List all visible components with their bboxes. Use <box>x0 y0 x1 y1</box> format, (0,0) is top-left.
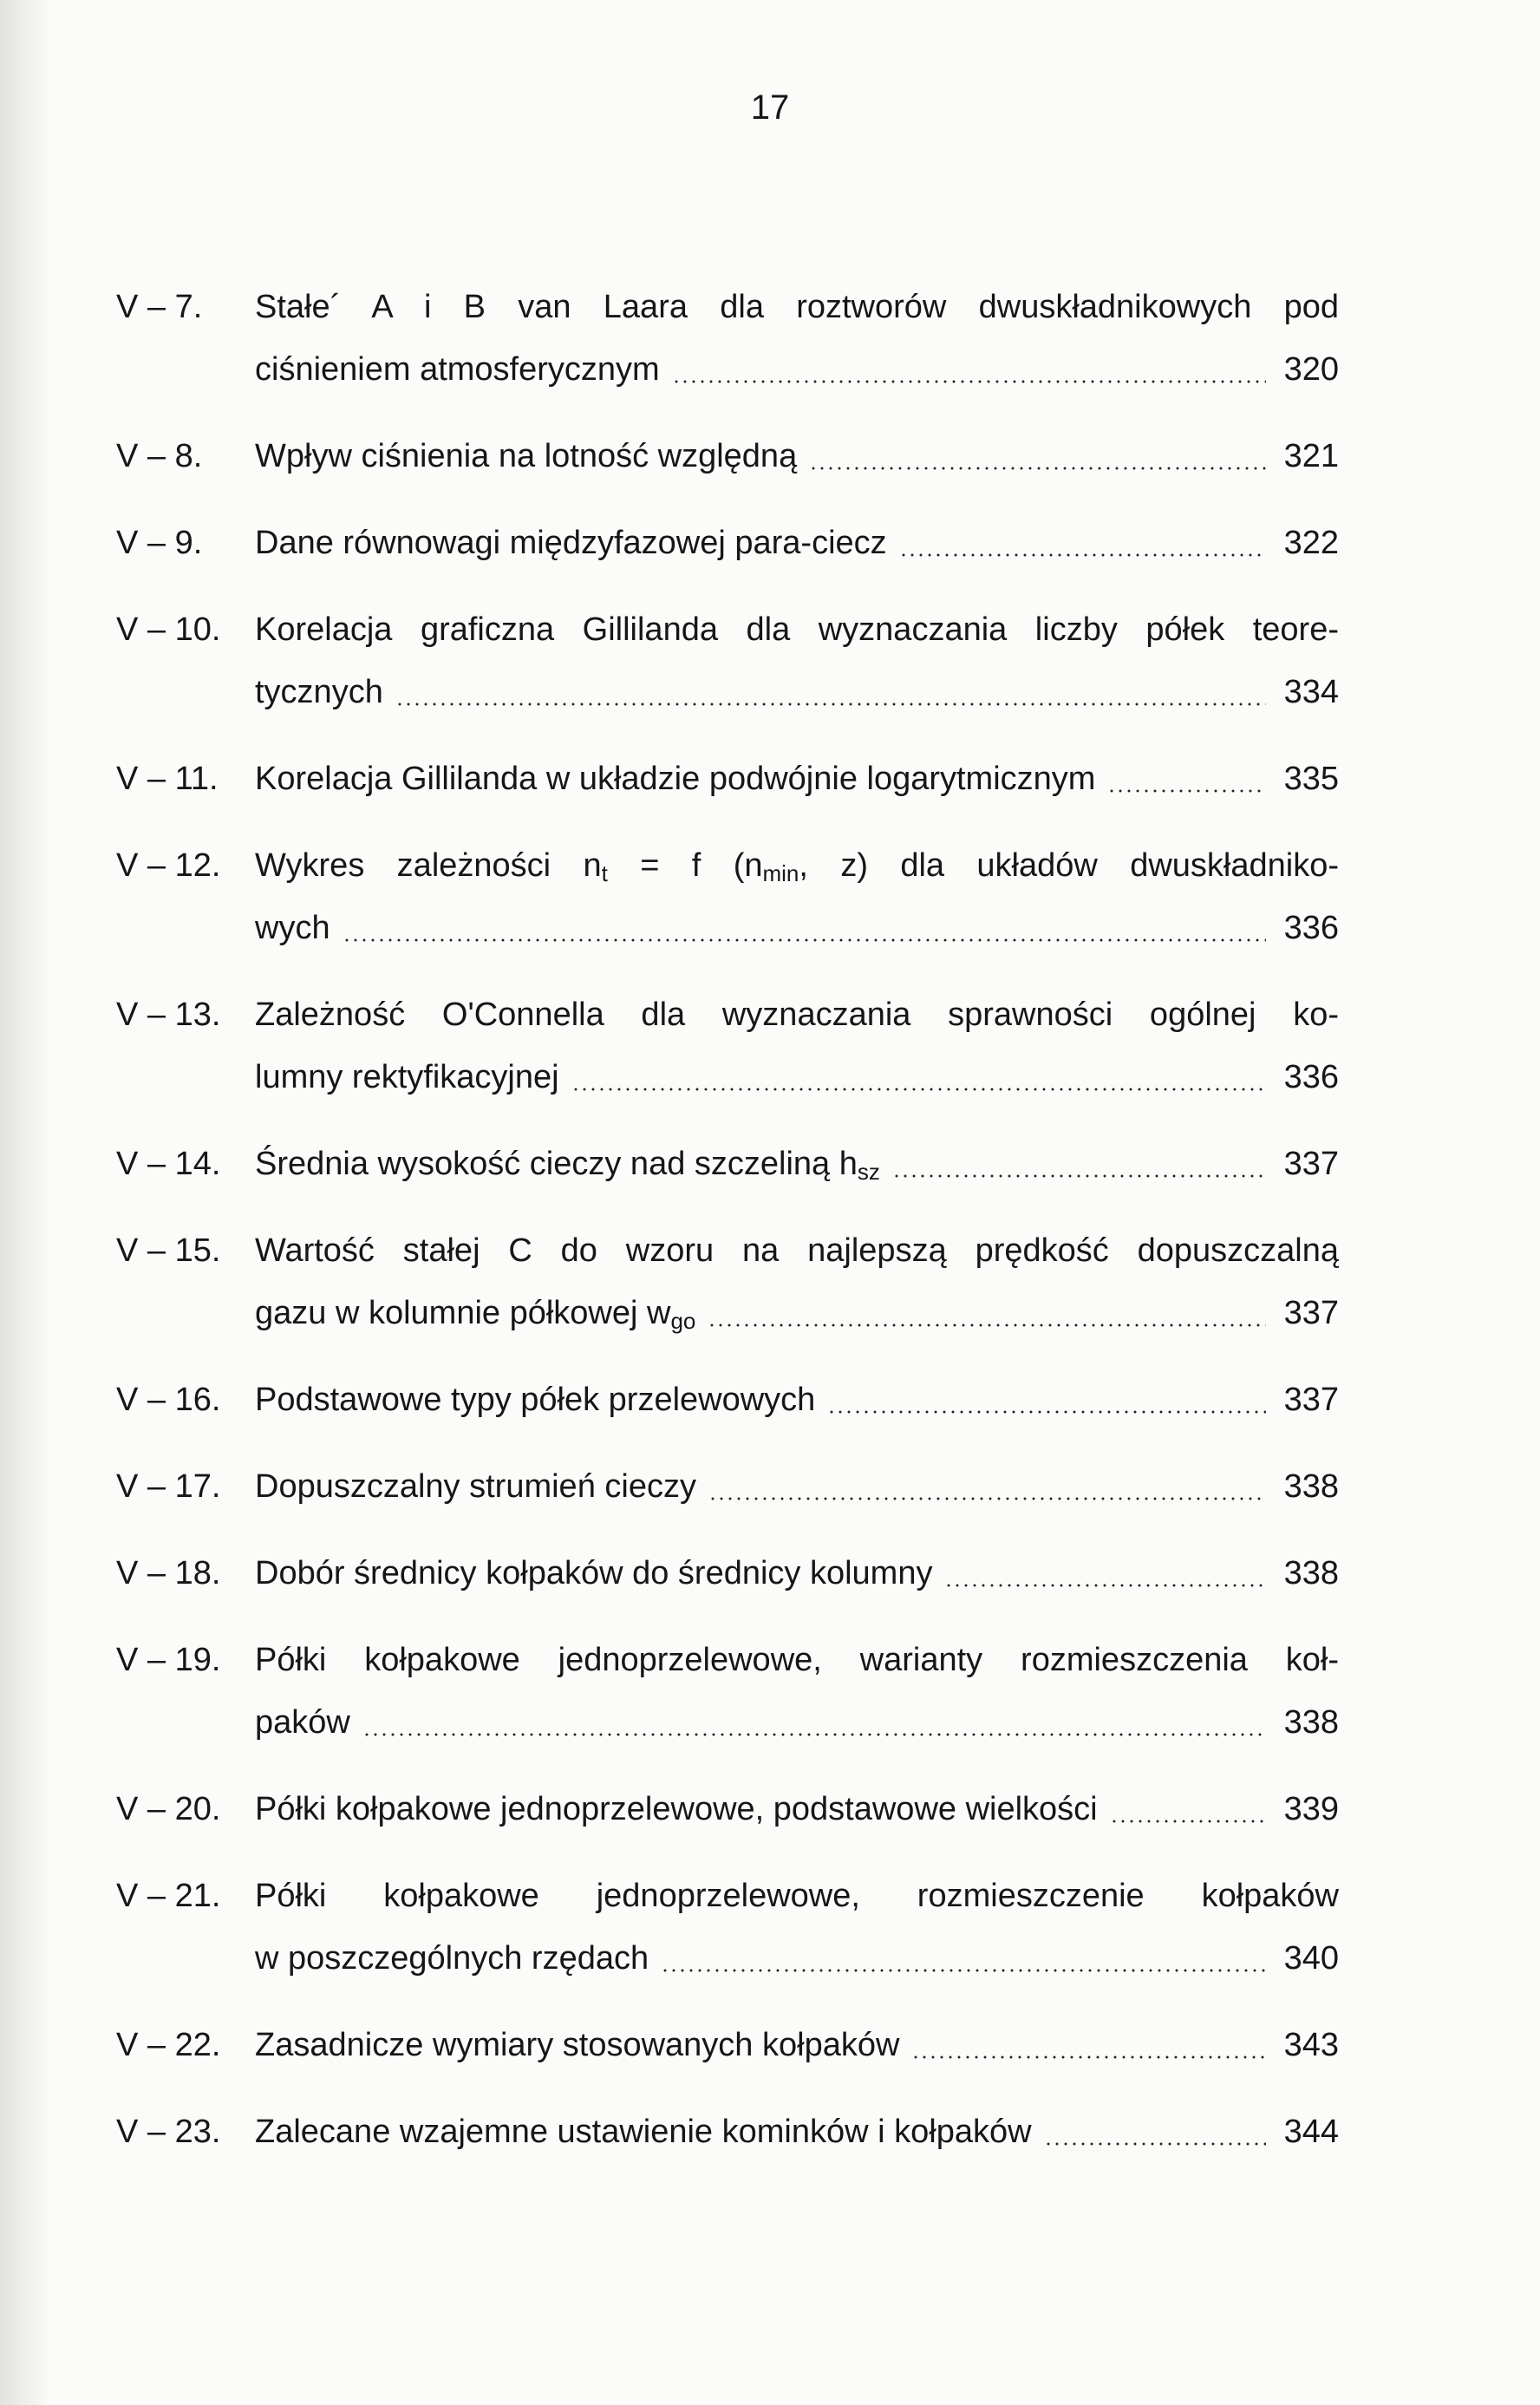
entry-page: 337 <box>1283 1295 1339 1331</box>
toc-entry <box>116 1629 1339 1754</box>
entry-number: V – 8. <box>116 438 203 474</box>
entry-page: 338 <box>1283 1468 1339 1505</box>
toc-entry <box>116 425 1339 487</box>
entry-page: 338 <box>1283 1704 1339 1741</box>
entry-title: Półki kołpakowe jednoprzelewowe, podstawowe wielkości <box>255 1791 1098 1827</box>
entry-title: Zalecane wzajemne ustawienie kominków i kołpaków <box>255 2114 1032 2150</box>
entry-title-line: Zależność O'Connella dla wyznaczania sprawności ogólnej ko- <box>255 997 1339 1033</box>
entry-page: 339 <box>1283 1791 1339 1827</box>
entry-title: Dobór średnicy kołpaków do średnicy kolumny <box>255 1555 933 1591</box>
entry-title-last-line: wych <box>255 910 330 946</box>
entry-page: 337 <box>1283 1146 1339 1182</box>
entry-page: 337 <box>1283 1382 1339 1418</box>
toc-entry <box>116 1133 1339 1195</box>
entry-page: 338 <box>1283 1555 1339 1591</box>
entry-number: V – 11. <box>116 761 219 797</box>
toc-entry <box>116 1369 1339 1431</box>
leader-dots <box>911 2055 1266 2059</box>
entry-title-line: Korelacja graficzna Gillilanda dla wyznaczania liczby półek teore- <box>255 611 1339 648</box>
leader-dots <box>1110 1820 1266 1823</box>
toc-entry <box>116 276 1339 401</box>
toc-entry <box>116 1455 1339 1518</box>
entry-number: V – 23. <box>116 2114 221 2150</box>
entry-title: Wpływ ciśnienia na lotność względną <box>255 438 798 474</box>
leader-dots <box>571 1088 1266 1091</box>
leader-dots <box>1044 2142 1266 2146</box>
leader-dots <box>892 1174 1266 1178</box>
entry-title-line: Wartość stałej C do wzoru na najlepszą prędkość dopuszczalną <box>255 1232 1339 1269</box>
entry-number: V – 14. <box>116 1146 221 1182</box>
entry-title-line: Półki kołpakowe jednoprzelewowe, warianty rozmieszczenia koł- <box>255 1642 1339 1678</box>
entry-title-last-line: gazu w kolumnie półkowej $w_{go}$ <box>255 1295 696 1334</box>
entry-page: 336 <box>1283 1059 1339 1095</box>
entry-page: 334 <box>1283 674 1339 710</box>
leader-dots <box>672 380 1266 383</box>
page-number: 17 <box>750 88 790 127</box>
entry-title-last-line: ciśnieniem atmosferycznym <box>255 351 660 388</box>
leader-dots <box>395 703 1266 706</box>
entry-number: V – 10. <box>116 611 221 648</box>
leader-dots <box>362 1733 1266 1736</box>
entry-number: V – 12. <box>116 847 221 884</box>
entry-title: Średnia wysokość cieczy nad szczeliną $h_{sz}$ <box>255 1146 880 1185</box>
toc-entry <box>116 1219 1339 1344</box>
entry-title-line: Wykres zależności $n_t = f$ ($n_{min}$, z) dla układów dwuskładniko- <box>255 847 1339 886</box>
entry-title: Dane równowagi międzyfazowej para-ciecz <box>255 525 887 561</box>
toc-entry <box>116 2101 1339 2163</box>
entry-number: V – 22. <box>116 2027 221 2063</box>
entry-number: V – 18. <box>116 1555 221 1591</box>
toc-entry <box>116 2014 1339 2076</box>
entry-page: 320 <box>1283 351 1339 388</box>
entry-page: 322 <box>1283 525 1339 561</box>
entry-number: V – 17. <box>116 1468 221 1505</box>
entry-number: V – 16. <box>116 1382 221 1418</box>
entry-title-line: Półki kołpakowe jednoprzelewowe, rozmieszczenie kołpaków <box>255 1878 1339 1914</box>
entry-number: V – 21. <box>116 1878 221 1914</box>
page-edge-shadow <box>0 0 52 2405</box>
entry-number: V – 9. <box>116 525 203 561</box>
entry-title-last-line: paków <box>255 1704 350 1741</box>
entry-title-last-line: w poszczególnych rzędach <box>255 1940 649 1977</box>
leader-dots <box>1107 789 1266 793</box>
entry-title-last-line: tycznych <box>255 674 383 710</box>
leader-dots <box>708 1497 1266 1500</box>
leader-dots <box>944 1584 1266 1587</box>
toc-entry <box>116 1865 1339 1990</box>
toc-entry <box>116 1778 1339 1840</box>
entry-title: Zasadnicze wymiary stosowanych kołpaków <box>255 2027 900 2063</box>
toc-entry <box>116 834 1339 959</box>
entry-page: 336 <box>1283 910 1339 946</box>
toc-entry <box>116 598 1339 723</box>
entry-title-line: Stałe´ A i B van Laara dla roztworów dwuskładnikowych pod <box>255 289 1339 325</box>
entry-number: V – 19. <box>116 1642 221 1678</box>
entry-page: 321 <box>1283 438 1339 474</box>
entry-title-last-line: lumny rektyfikacyjnej <box>255 1059 559 1095</box>
toc-entry <box>116 512 1339 574</box>
entry-number: V – 7. <box>116 289 203 325</box>
leader-dots <box>708 1323 1266 1327</box>
toc-entry <box>116 748 1339 810</box>
leader-dots <box>343 938 1266 942</box>
entry-number: V – 13. <box>116 997 221 1033</box>
leader-dots <box>809 467 1266 470</box>
entry-page: 335 <box>1283 761 1339 797</box>
leader-dots <box>827 1410 1266 1414</box>
entry-page: 343 <box>1283 2027 1339 2063</box>
leader-dots <box>899 553 1266 557</box>
entry-page: 344 <box>1283 2114 1339 2150</box>
leader-dots <box>661 1969 1266 1972</box>
toc-entry <box>116 984 1339 1108</box>
table-of-figures <box>116 276 1339 2187</box>
entry-page: 340 <box>1283 1940 1339 1977</box>
toc-entry <box>116 1542 1339 1604</box>
entry-title: Podstawowe typy półek przelewowych <box>255 1382 816 1418</box>
entry-number: V – 20. <box>116 1791 221 1827</box>
entry-title: Dopuszczalny strumień cieczy <box>255 1468 696 1505</box>
entry-title: Korelacja Gillilanda w układzie podwójnie logarytmicznym <box>255 761 1096 797</box>
entry-number: V – 15. <box>116 1232 221 1269</box>
